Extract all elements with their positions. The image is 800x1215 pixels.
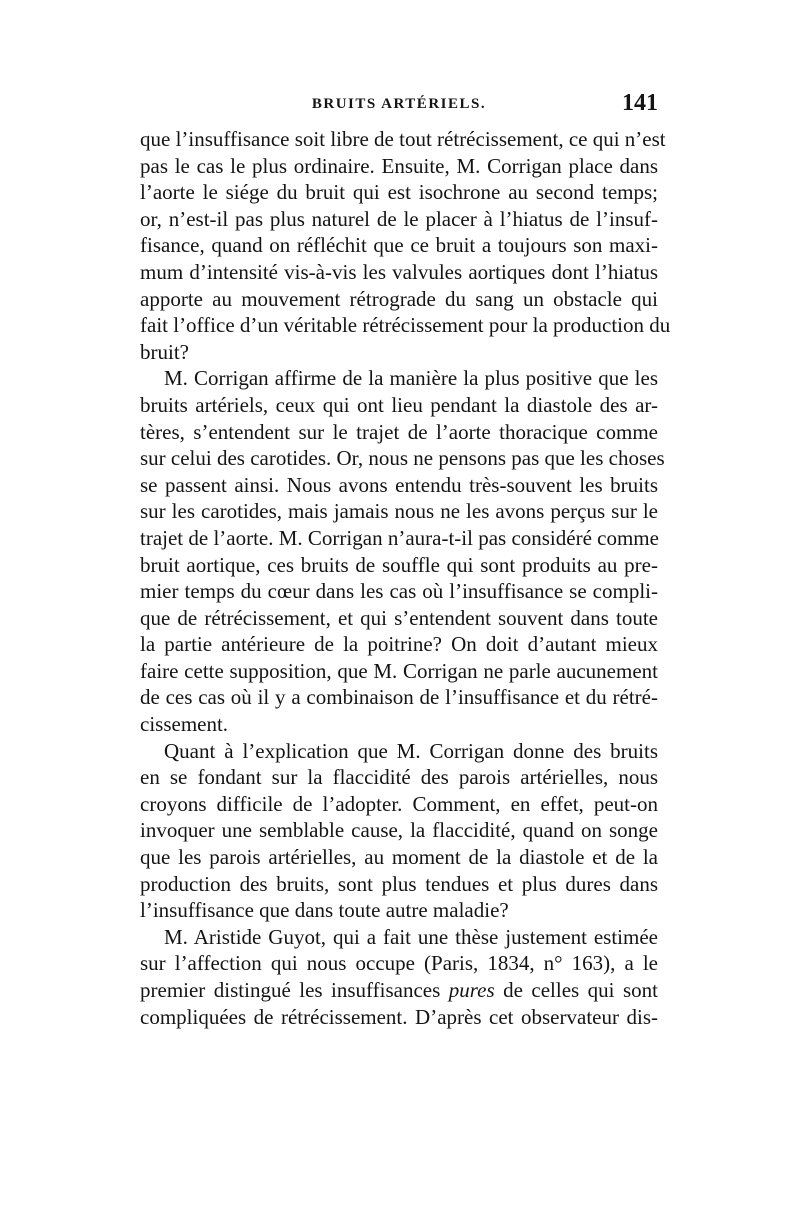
text-line [140, 232, 658, 259]
text-line [140, 498, 658, 525]
running-title: BRUITS ARTÉRIELS. [311, 96, 487, 112]
line-text: bruit aortique, ces bruits de souffle qui sont produits au pre- [140, 552, 658, 577]
line-text: mum d’intensité vis-à-vis les valvules aortiques dont l’hiatus [140, 259, 658, 284]
text-line [140, 817, 658, 844]
line-text: la partie antérieure de la poitrine? On doit d’autant mieux [140, 632, 658, 657]
line-text: que l’insuffisance soit libre de tout rétrécissement, ce qui n’est [140, 127, 666, 151]
line-text: fisance, quand on réfléchit que ce bruit a toujours son maxi- [140, 233, 658, 258]
line-text: sur l’affection qui nous occupe (Paris, 1834, n° 163), a le [140, 951, 658, 976]
line-text: l’insuffisance que dans toute autre maladie? [140, 898, 509, 923]
text-line [140, 259, 658, 286]
line-text: l’aorte le siége du bruit qui est isochrone au second temps; [140, 180, 658, 205]
text-line [140, 658, 658, 685]
line-text: se passent ainsi. Nous avons entendu très-souvent les bruits [140, 472, 658, 497]
text-line [140, 419, 658, 446]
text-line [140, 525, 658, 552]
line-text: compliquées de rétrécissement. D’après cet observateur dis- [140, 1004, 658, 1029]
text-line [140, 791, 658, 818]
text-line [140, 126, 666, 153]
line-text: sur les carotides, mais jamais nous ne les avons perçus sur le [140, 499, 658, 524]
line-text: croyons difficile de l’adopter. Comment, en effet, peut-on [140, 791, 658, 816]
line-text: mier temps du cœur dans les cas où l’insuffisance se compli- [140, 579, 658, 604]
line-text-continued: de celles qui sont [494, 978, 658, 1002]
text-line [140, 365, 658, 392]
line-text: pas le cas le plus ordinaire. Ensuite, M. Corrigan place dans [140, 153, 658, 178]
text-line [140, 738, 658, 765]
line-text: premier distingué les insuffisances [140, 978, 449, 1002]
text-line [140, 578, 658, 605]
text-line [140, 924, 658, 951]
line-text: apporte au mouvement rétrograde du sang un obstacle qui [140, 286, 658, 311]
line-text: M. Corrigan affirme de la manière la plus positive que les [164, 366, 658, 391]
line-text: invoquer une semblable cause, la flaccidité, quand on songe [140, 818, 658, 843]
text-line [140, 153, 658, 180]
text-line [140, 950, 658, 977]
text-line [140, 445, 665, 472]
line-text: de ces cas où il y a combinaison de l’insuffisance et du rétré- [140, 685, 658, 710]
line-text: tères, s’entendent sur le trajet de l’aorte thoracique comme [140, 419, 658, 444]
text-line [140, 392, 658, 419]
text-line [140, 711, 658, 738]
text-line [140, 897, 658, 924]
text-line [140, 206, 658, 233]
body-text [140, 126, 671, 1030]
line-text: production des bruits, sont plus tendues et plus dures dans [140, 871, 658, 896]
text-line [140, 977, 658, 1004]
line-text: bruit? [140, 339, 189, 364]
line-text: bruits artériels, ceux qui ont lieu pendant la diastole des ar- [140, 392, 658, 417]
line-text: en se fondant sur la flaccidité des parois artérielles, nous [140, 765, 658, 790]
line-text: or, n’est-il pas plus naturel de le placer à l’hiatus de l’insuf- [140, 206, 658, 231]
text-line [140, 552, 658, 579]
running-head [140, 92, 658, 124]
line-text: que les parois artérielles, au moment de la diastole et de la [140, 845, 658, 870]
text-line [140, 844, 658, 871]
line-text: M. Aristide Guyot, qui a fait une thèse justement estimée [164, 924, 658, 949]
line-text: faire cette supposition, que M. Corrigan ne parle aucunement [140, 658, 658, 683]
line-text: cissement. [140, 712, 229, 737]
text-line [140, 179, 658, 206]
text-line [140, 472, 658, 499]
text-line [140, 286, 658, 313]
text-line [140, 605, 658, 632]
text-line [140, 631, 658, 658]
line-text: que de rétrécissement, et qui s’entendent souvent dans toute [140, 605, 658, 630]
italic-term: pures [448, 978, 495, 1002]
text-line [140, 871, 658, 898]
text-line [140, 764, 658, 791]
text-line [140, 684, 658, 711]
line-text: trajet de l’aorte. M. Corrigan n’aura-t-il pas considéré comme [140, 525, 659, 550]
page-number: 141 [622, 90, 658, 116]
text-line [140, 339, 658, 366]
text-line [140, 312, 671, 339]
line-text: Quant à l’explication que M. Corrigan donne des bruits [164, 738, 658, 763]
line-text: sur celui des carotides. Or, nous ne pensons pas que les choses [140, 446, 665, 471]
line-text: fait l’office d’un véritable rétrécissement pour la production du [140, 313, 671, 338]
text-line [140, 1004, 658, 1031]
